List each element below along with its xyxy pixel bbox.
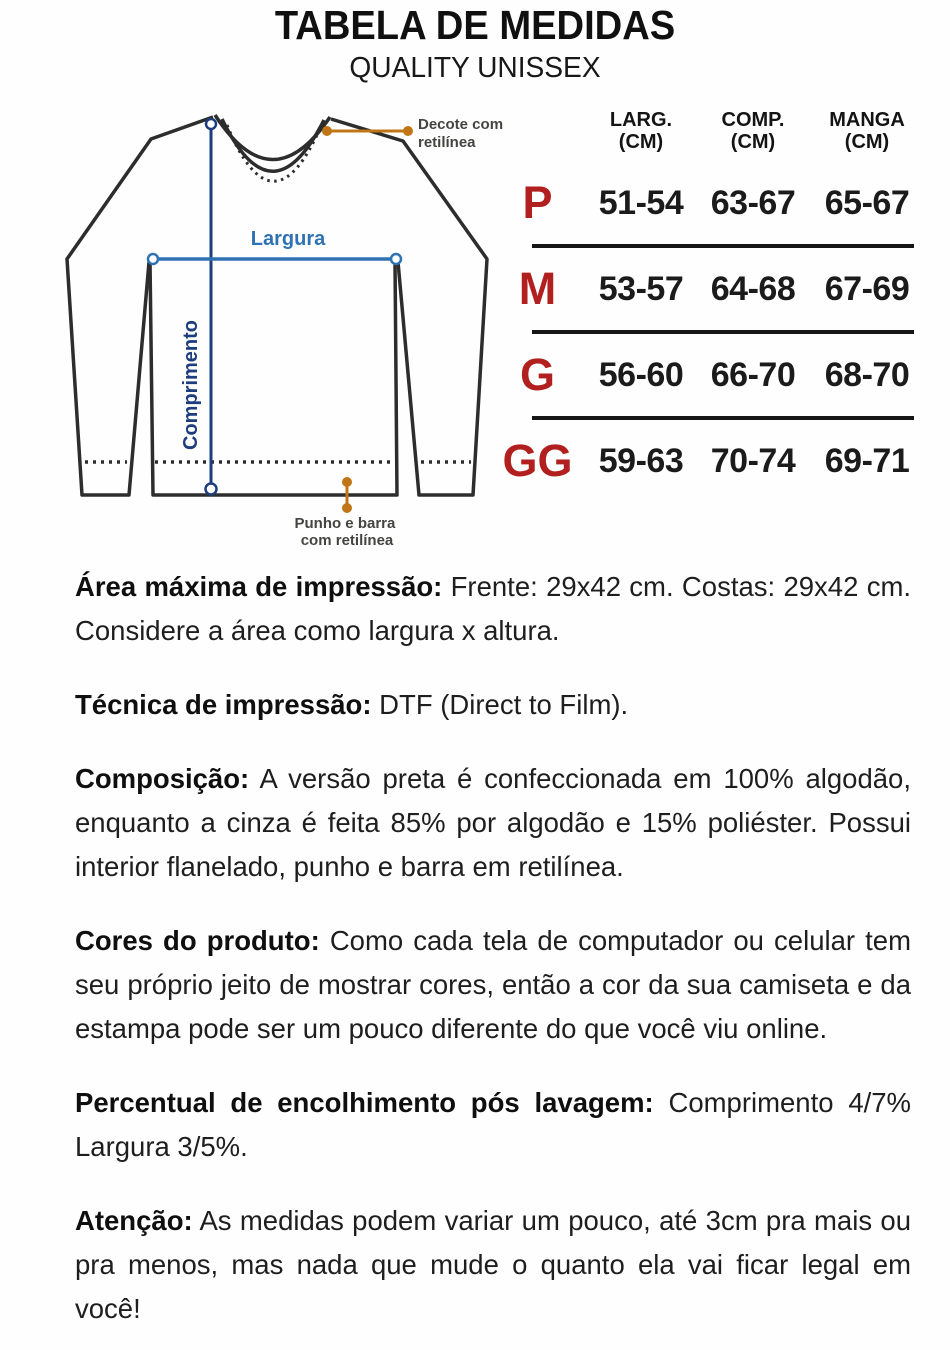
paragraph-attention [75,1199,911,1331]
comp-value: 70-74 [710,441,796,480]
length-label: Comprimento [180,320,202,450]
larg-value: 56-60 [598,355,684,394]
right-sleeve-outline [331,119,487,495]
size-label: P [522,177,553,228]
paragraph-label: Composição: [75,763,250,794]
size-table-header [490,103,930,162]
neckline-dot-left-icon [322,126,332,136]
table-row-p [490,162,930,244]
width-endpoint-left-icon [148,254,158,264]
comp-value: 64-68 [710,269,796,308]
size-label: GG [502,435,573,486]
size-table [490,103,930,502]
comp-value: 63-67 [710,183,796,222]
width-label: Largura [250,228,326,250]
paragraph-colors [75,919,911,1051]
table-row-gg [490,420,930,502]
page-subtitle: QUALITY UNISSEX [349,52,601,84]
cuff-label: Punho e barra com retilínea [294,515,396,549]
paragraph-label: Cores do produto: [75,925,320,956]
length-endpoint-bottom-icon [206,484,217,495]
paragraph-text: Como cada tela de computador ou celular tem seu próprio jeito de mostrar cores, então a cor da sua camiseta e da estampa pode ser um pouco diferente do que você viu online. [75,925,911,1044]
larg-value: 53-57 [598,269,684,308]
manga-value: 65-67 [824,183,910,222]
paragraph-text: DTF (Direct to Film). [371,689,629,720]
length-endpoint-top-icon [206,119,216,129]
manga-value: 69-71 [824,441,910,480]
sweatshirt-illustration [45,95,515,560]
col-header-comp: COMP. (CM) [721,109,785,153]
paragraph-label: Área máxima de impressão: [75,571,443,602]
paragraph-label: Atenção: [75,1205,193,1236]
cuff-dot-top-icon [342,477,352,487]
comp-value: 66-70 [710,355,796,394]
size-label: G [519,349,555,400]
col-header-larg: LARG. (CM) [609,109,673,153]
table-row-m [490,248,930,330]
larg-value: 51-54 [598,183,684,222]
width-endpoint-right-icon [391,254,401,264]
manga-value: 67-69 [824,269,910,308]
neckline-label: Decote com retilínea [418,116,504,151]
paragraph-text: Frente: 29x42 cm. Costas: 29x42 cm. Considere a área como largura x altura. [75,571,911,646]
paragraph-label: Técnica de impressão: [75,689,372,720]
paragraph-text: Comprimento 4/7% Largura 3/5%. [75,1087,911,1162]
sweatshirt-measurement-diagram [45,95,515,560]
larg-value: 59-63 [598,441,684,480]
page-title: TABELA DE MEDIDAS [274,2,676,48]
corner-cell [490,103,585,162]
table-row-g [490,334,930,416]
paragraph-text: As medidas podem variar um pouco, até 3cm pra mais ou pra menos, mas nada que mude o quanto ela vai ficar legal em você! [75,1205,911,1324]
paragraph-composition [75,757,911,889]
paragraph-shrinkage [75,1081,911,1169]
paragraph-print-technique [75,683,911,727]
neckline-dot-right-icon [403,126,413,136]
paragraph-text: A versão preta é confeccionada em 100% algodão, enquanto a cinza é feita 85% por algodão e 15% poliéster. Possui interior flanelado, punho e barra em retilínea. [75,763,911,882]
cuff-dot-bottom-icon [342,503,352,513]
col-header-manga: MANGA (CM) [829,109,905,153]
size-label: M [518,263,557,314]
product-info-section [75,565,911,1350]
paragraph-print-area [75,565,911,653]
manga-value: 68-70 [824,355,910,394]
paragraph-label: Percentual de encolhimento pós lavagem: [75,1087,654,1118]
